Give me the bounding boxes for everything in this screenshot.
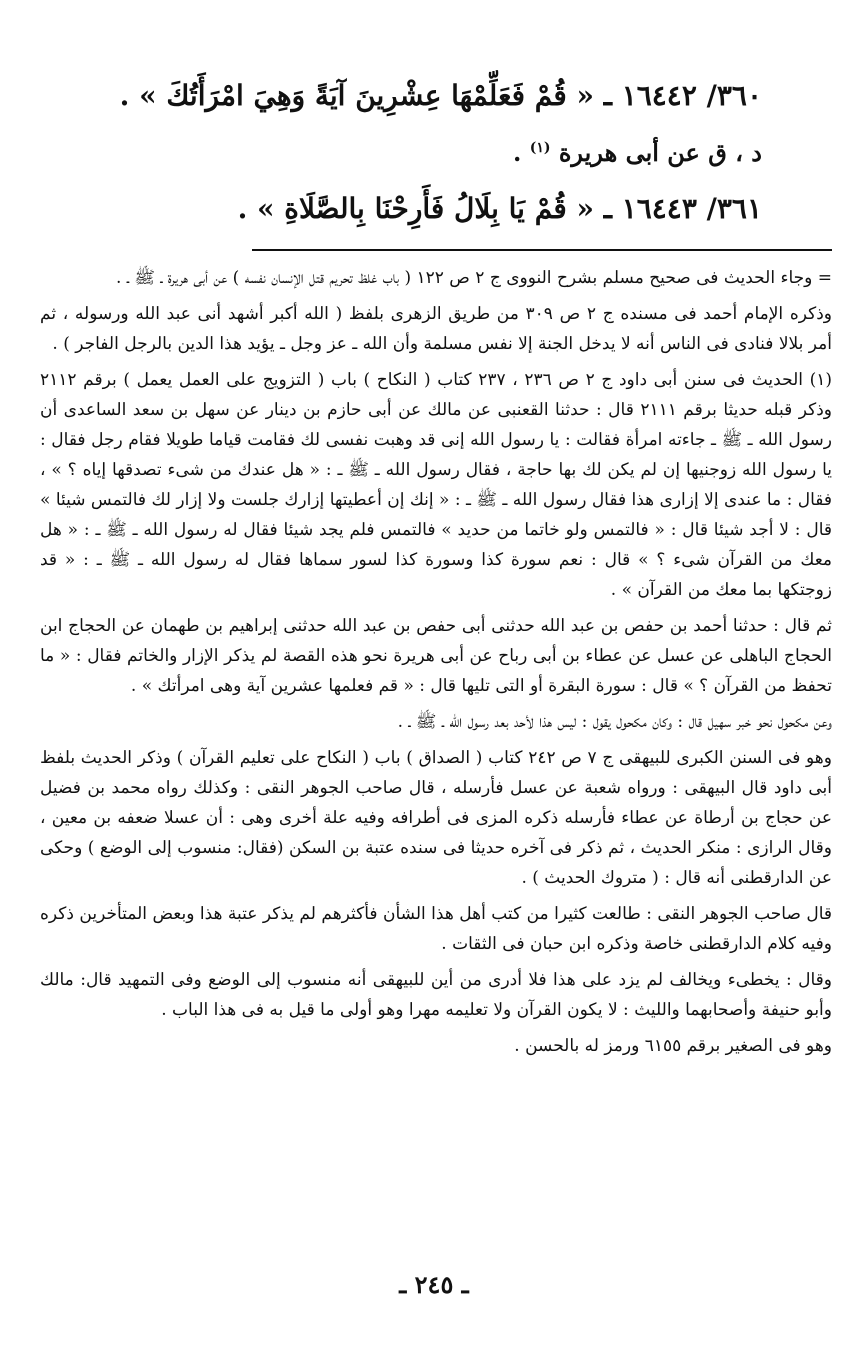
note-bayhaqi: وهو فى السنن الكبرى للبيهقى ج ٧ ص ٢٤٢ كتاب ( الصداق ) باب ( النكاح على تعليم القرآن ) وذكر الحديث بلفظ أبى داود قال البيهقى : ورواه شعبة عن عسل فأرسله ، قال صاحب الجوهر النقى : وكذلك رواه محمد بن فضيل عن حجاج بن أرطاة عن عطاء فأرسله ذكره المزى فى أطرافه وفيه علة أخرى وهى : أن عسلا ضعفه بن معين ، وقال الرازى : منكر الحديث ، ثم ذكر فى آخره حديثا فى سنده عتبة بن السكن (فقال: منسوب إلى الوضع ) وحكى عن الدارقطنى أنه قال : ( متروك الحديث ) . [40,748,832,888]
source-text: د ، ق عن أبى هريرة [558,138,762,167]
footnotes [40,263,832,1061]
note-jawhar-naqi: قال صاحب الجوهر النقى : طالعت كثيرا من كتب أهل هذا الشأن فأكثرهم لم يذكر عتبة هذا وبعض المتأخرين ذكره وفيه كلام الدارقطنى خاصة وذكره ابن حبان فى الثقات . [40,904,832,954]
note-saghir: وهو فى الصغير برقم ٦١٥٥ ورمز له بالحسن . [514,1036,832,1056]
footnote-ref[interactable]: (١) [529,140,551,156]
hadith-360: ٣٦٠/ ١٦٤٤٢ ـ « قُمْ فَعَلِّمْهَا عِشْرِينَ آيَةً وَهِيَ امْرَأَتُكَ » . [119,79,762,112]
source-tail: . [512,138,530,167]
note-makhul: وعن مكحول نحو خبر سهيل قال : وكان مكحول يقول : ليس هذا لأحد بعد رسول الله ـ ﷺ ـ . [397,712,832,732]
note-continuation: = وجاء الحديث فى صحيح مسلم بشرح النووى ج ٢ ص ١٢٢ ( باب غلظ تحريم قتل الإنسان نفسه ) عن أبى هريرة ـ ﷺ ـ . [116,268,832,288]
hadith-360-source [40,128,832,173]
hadith-361: ٣٦١/ ١٦٤٤٣ ـ « قُمْ يَا بِلَالُ فَأَرِحْنَا بِالصَّلَاةِ » . [237,192,762,225]
main-text [40,74,832,231]
page-number: ـ ٢٤٥ ـ [399,1270,469,1299]
footnote-divider [252,249,832,251]
note-ahmad: وذكره الإمام أحمد فى مسنده ج ٢ ص ٣٠٩ من طريق الزهرى بلفظ ( الله أكبر أشهد أنى عبد الله ورسوله ، ثم أمر بلالا فنادى فى الناس أنه لا يدخل الجنة إلا نفس مسلمة وأن الله ـ عز وجل ـ يؤيد هذا الدين بالرجل الفاجر ) . [40,304,832,354]
footnote-1: (١) الحديث فى سنن أبى داود ج ٢ ص ٢٣٦ ، ٢٣٧ كتاب ( النكاح ) باب ( التزويج على العمل يعمل ) برقم ٢١١٢ وذكر قبله حديثا برقم ٢١١١ قال : حدثنا القعنبى عن مالك عن أبى حازم بن دينار عن سهل بن سعد الساعدى أن رسول الله ـ ﷺ ـ جاءته امرأة فقالت : يا رسول الله إنى قد وهبت نفسى لك فقامت قياما طويلا فقام رجل فقال : يا رسول الله زوجنيها إن لم يكن لك بها حاجة ، فقال رسول الله ـ ﷺ ـ : « هل عندك من شىء تصدقها إياه ؟ » ، فقال : ما عندى إلا إزارى هذا فقال رسول الله ـ ﷺ ـ : « إنك إن أعطيتها إزارك جلست ولا إزار لك فالتمس شيئا » قال : لا أجد شيئا قال : « فالتمس ولو خاتما من حديد » فالتمس فلم يجد شيئا فقال له رسول الله ـ ﷺ ـ : « هل معك من القرآن شىء ؟ » قال : نعم سورة كذا وسورة كذا لسور سماها فقال له رسول الله ـ ﷺ ـ : « قد زوجتكها بما معك من القرآن » . [40,370,832,600]
note-abu-dawud-second: ثم قال : حدثنا أحمد بن حفص بن عبد الله حدثنى أبى حفص بن عبد الله حدثنى إبراهيم بن طهمان عن الحجاج ابن الحجاج الباهلى عن عسل عن عطاء بن أبى رباح عن أبى هريرة نحو هذه القصة لم يذكر الإزار والخاتم فقال : « ما تحفظ من القرآن ؟ » قال : سورة البقرة أو التى تليها قال : « قم فعلمها عشرين آية وهى امرأتك » . [40,616,832,696]
note-tamhid: وقال : يخطىء ويخالف لم يزد على هذا فلا أدرى من أين للبيهقى أنه منسوب إلى الوضع وفى التمهيد قال: مالك وأبو حنيفة وأصحابهما والليث : لا يكون القرآن ولا تعليمه مهرا وهو أولى ما قيل به فى هذا الباب . [40,970,832,1020]
